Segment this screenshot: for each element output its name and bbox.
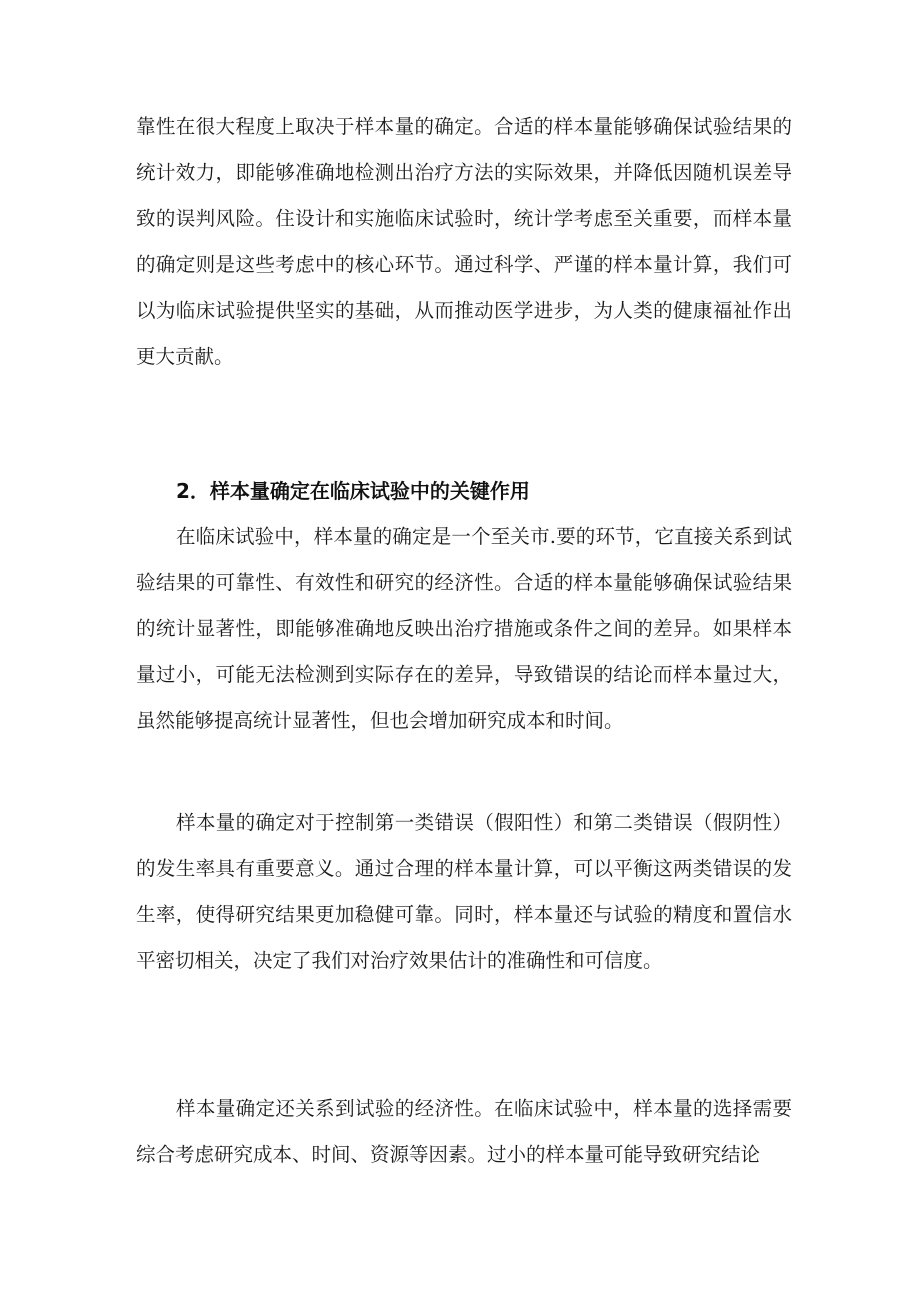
paragraph-role-of-sample-size: 在临床试验中，样本量的确定是一个至关市.要的环节，它直接关系到试验结果的可靠性、有效性和研究的经济性。合适的样本量能够确保试验结果的统计显著性，即能够准确地反映出治疗措施或条件之间的差异。如果样本量过小，可能无法检测到实际存在的差异，导致错误的结论而样本量过大，虽然能够提高统计显著性，但也会增加研究成本和时间。	[136, 525, 792, 732]
paragraph-error-control: 样本量的确定对于控制第一类错误（假阳性）和第二类错误（假阴性）的发生率具有重要意义。通过合理的样本量计算，可以平衡这两类错误的发生率，使得研究结果更加稳健可靠。同时，样本量还与试验的精度和置信水平密切相关，决定了我们对治疗效果估计的准确性和可信度。	[136, 811, 792, 972]
paragraph-economics: 样本量确定还关系到试验的经济性。在临床试验中，样本量的选择需要综合考虑研究成本、时间、资源等因素。过小的样本量可能导致研究结论	[136, 1097, 792, 1166]
section-heading: 2．样本量确定在临床试验中的关键作用	[176, 479, 530, 503]
paragraph-continuation: 靠性在很大程度上取决于样本量的确定。合适的样本量能够确保试验结果的统计效力，即能够准确地检测出治疗方法的实际效果，并降低因随机误差导致的误判风险。住设计和实施临床试验时，统计学考虑至关重要，而样本量的确定则是这些考虑中的核心环节。通过科学、严谨的样本量计算，我们可以为临床试验提供坚实的基础，从而推动医学进步，为人类的健康福祉作出更大贡献。	[136, 115, 792, 368]
